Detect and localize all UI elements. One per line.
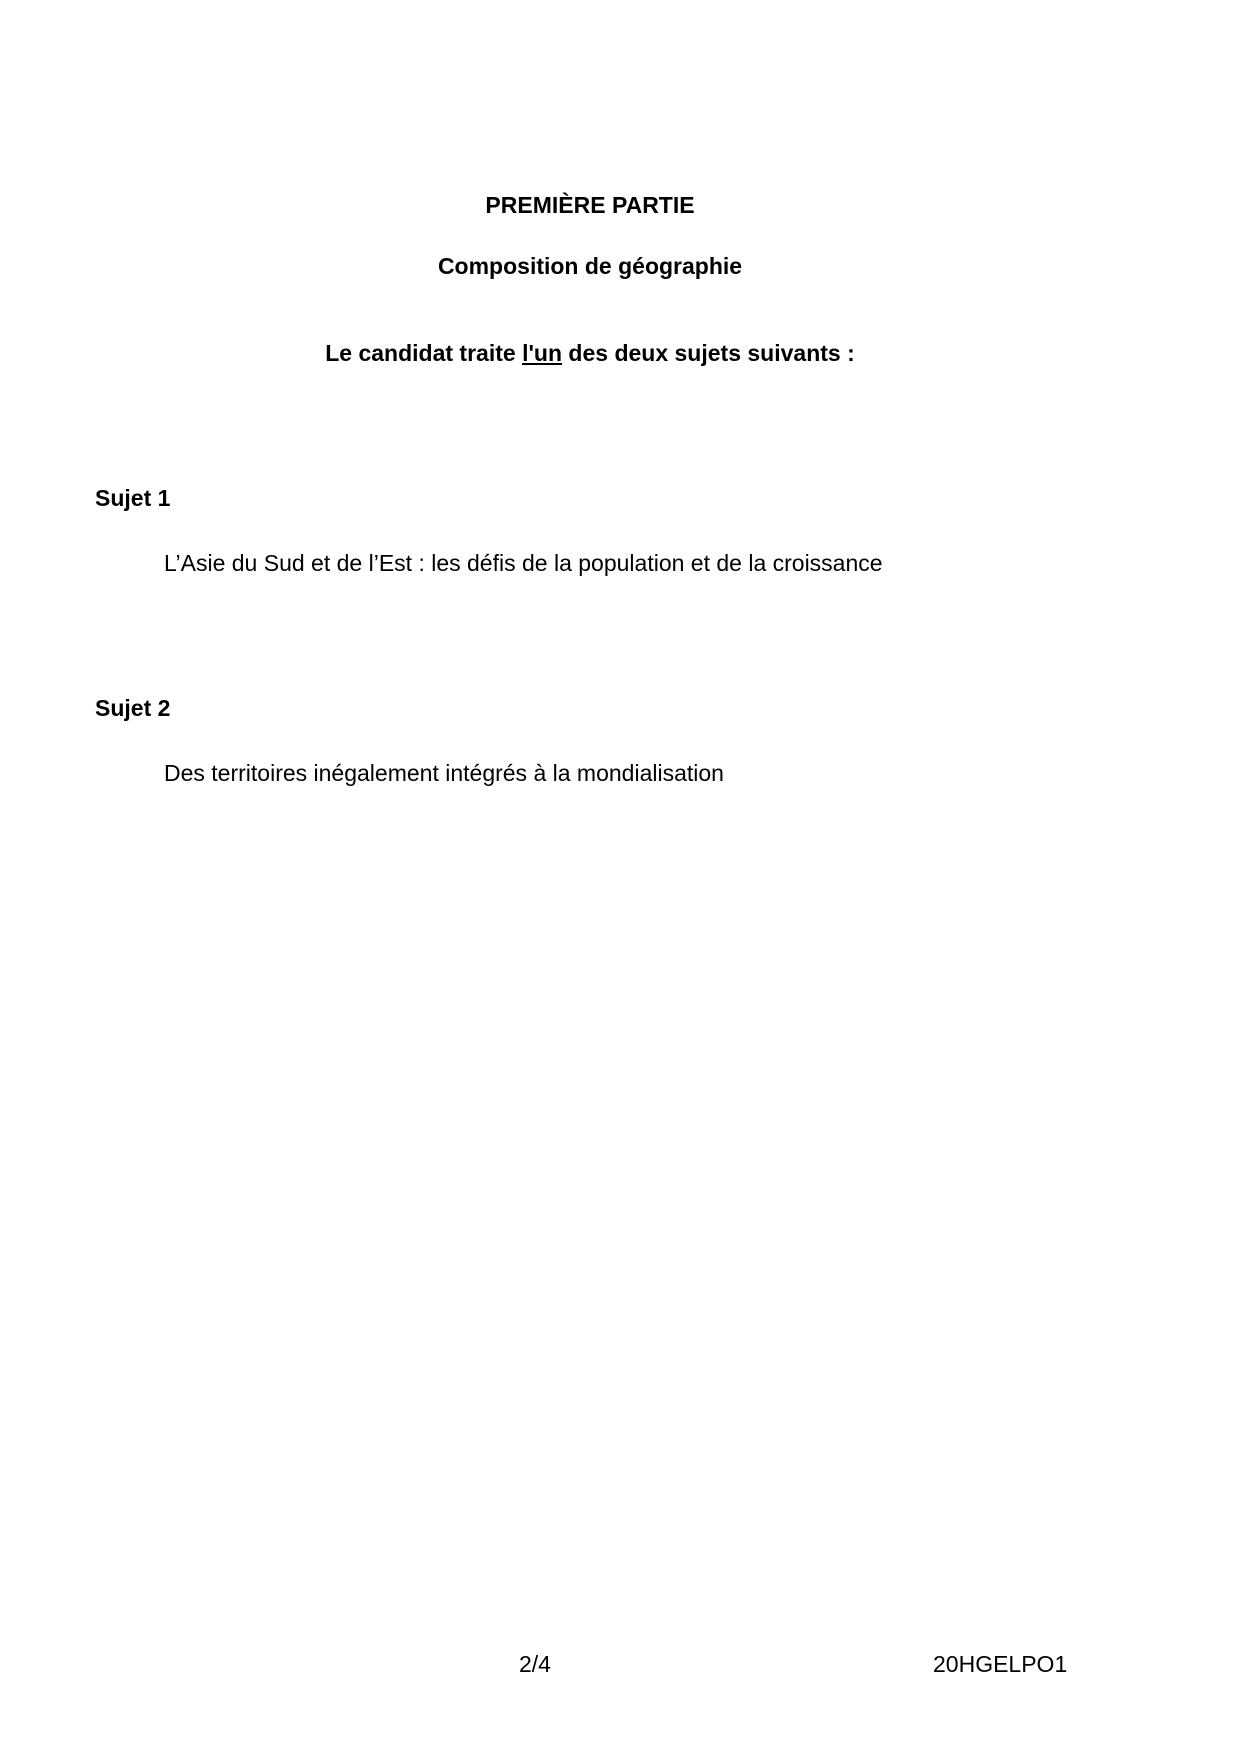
- subject-1-label: Sujet 1: [95, 485, 171, 511]
- part-title: PREMIÈRE PARTIE: [485, 192, 695, 218]
- subject-1-text: L’Asie du Sud et de l’Est : les défis de la population et de la croissance: [164, 550, 883, 576]
- candidate-instruction: [95, 340, 1085, 367]
- composition-subtitle: Composition de géographie: [437, 253, 743, 279]
- footer-document-code: 20HGELPO1: [933, 1651, 1068, 1677]
- subject-2-text: Des territoires inégalement intégrés à la mondialisation: [164, 760, 724, 786]
- instruction-underlined-word: l'un: [522, 340, 563, 366]
- footer-page-number: 2/4: [519, 1651, 551, 1677]
- instruction-prefix: Le candidat traite: [325, 340, 523, 366]
- instruction-suffix: des deux sujets suivants :: [562, 340, 855, 366]
- subject-2-label: Sujet 2: [95, 695, 171, 721]
